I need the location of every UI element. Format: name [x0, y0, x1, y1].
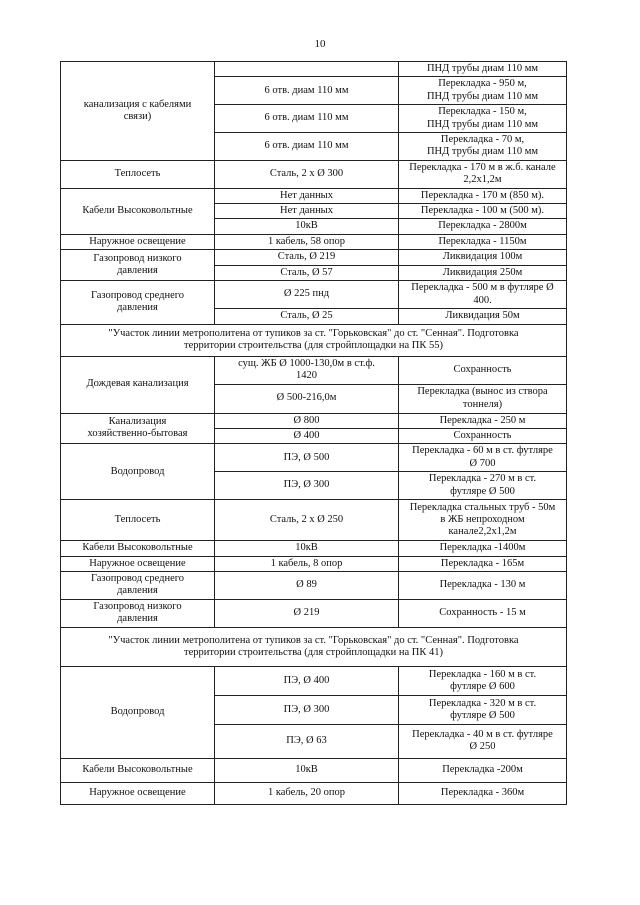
- table-row: [61, 541, 567, 556]
- table-cell: [399, 782, 567, 804]
- cell-text-line: Перекладка - 270 м в ст.: [428, 473, 537, 485]
- cell-text-line: Перекладка - 500 м в футляре Ø: [411, 282, 554, 294]
- cell-text-line: Перекладка - 1150м: [438, 235, 527, 247]
- cell-text-line: Ø 219: [293, 607, 320, 619]
- table-cell: [399, 265, 567, 280]
- table-cell: [399, 428, 567, 443]
- cell-text-line: Водопровод: [110, 465, 165, 477]
- cell-text-line: футляре Ø 500: [450, 485, 515, 497]
- cell-text-line: футляре Ø 600: [450, 680, 515, 692]
- cell-text-line: Перекладка - 40 м в ст. футляре: [412, 729, 553, 741]
- cell-text-line: канале2,2х1,2м: [448, 526, 517, 538]
- table-cell: [399, 444, 567, 472]
- table-cell: [215, 428, 399, 443]
- table-cell: [399, 250, 567, 265]
- table-cell: [399, 541, 567, 556]
- cell-text-line: ПЭ, Ø 500: [283, 451, 330, 463]
- cell-text-line: Сохранность: [453, 363, 512, 375]
- cell-text-line: Перекладка - 320 м в ст.: [428, 697, 537, 709]
- table-cell: [399, 571, 567, 599]
- cell-text-line: 400.: [473, 294, 492, 306]
- table-cell: [215, 384, 399, 413]
- table-cell: [215, 556, 399, 571]
- table-cell: [399, 204, 567, 219]
- cell-text-line: Перекладка - 165м: [440, 557, 525, 569]
- cell-text-line: Перекладка - 170 м в ж.б. канале: [409, 161, 556, 173]
- table-row: [61, 599, 567, 627]
- table-cell: [61, 782, 215, 804]
- table-row: [61, 160, 567, 188]
- cell-text-line: ПНД трубы диам 110 мм: [426, 118, 539, 130]
- cell-text-line: давления: [117, 613, 158, 625]
- table-cell: [215, 599, 399, 627]
- cell-text-line: канализация с кабелями: [83, 98, 192, 110]
- cell-text-line: Сталь, 2 х Ø 250: [269, 513, 344, 525]
- table-cell: [215, 160, 399, 188]
- table-cell: [61, 556, 215, 571]
- table-cell: [61, 666, 215, 758]
- cell-text-line: 6 отв. диам 110 мм: [264, 140, 349, 152]
- page-number: 10: [314, 38, 326, 50]
- cell-text-line: Ликвидация 250м: [442, 266, 523, 278]
- table-row: [61, 62, 567, 77]
- cell-text-line: Ликвидация 100м: [442, 251, 523, 263]
- cell-text-line: 1 кабель, 58 опор: [267, 235, 346, 247]
- cell-text-line: "Участок линии метрополитена от тупиков за ст. "Горьковская" до ст. "Сенная". Подготовка: [108, 327, 519, 339]
- table-cell: [61, 250, 215, 281]
- cell-text-line: Перекладка - 150 м,: [438, 106, 527, 118]
- table-row: [61, 782, 567, 804]
- table-cell: [399, 133, 567, 161]
- table-cell: [215, 219, 399, 234]
- table-cell: [215, 356, 399, 384]
- table-row: [61, 356, 567, 384]
- table-cell: [399, 413, 567, 428]
- table-cell: [215, 782, 399, 804]
- table-cell: [61, 444, 215, 500]
- table-cell: [399, 77, 567, 105]
- table-cell: [399, 758, 567, 782]
- cell-text-line: футляре Ø 500: [450, 709, 515, 721]
- cell-text-line: 6 отв. диам 110 мм: [264, 84, 349, 96]
- cell-text-line: Перекладка (вынос из створа: [417, 386, 548, 398]
- cell-text-line: Теплосеть: [114, 513, 161, 525]
- cell-text-line: Ликвидация 50м: [445, 310, 520, 322]
- table-cell: [399, 695, 567, 724]
- cell-text-line: Нет данных: [279, 189, 333, 201]
- cell-text-line: Ø 89: [296, 579, 317, 591]
- table-cell: [399, 384, 567, 413]
- cell-text-line: Перекладка - 160 м в ст.: [428, 668, 537, 680]
- cell-text-line: 10кВ: [295, 542, 318, 554]
- table-cell: [399, 556, 567, 571]
- cell-text-line: Наружное освещение: [89, 787, 186, 799]
- cell-text-line: тоннеля): [462, 398, 503, 410]
- cell-text-line: давления: [117, 585, 158, 597]
- table-cell: [399, 281, 567, 309]
- cell-text-line: Перекладка - 100 м (500 м).: [420, 205, 545, 217]
- table-cell: [399, 188, 567, 203]
- cell-text-line: Нет данных: [279, 205, 333, 217]
- table-cell: [399, 309, 567, 324]
- table-row: [61, 666, 567, 695]
- table-cell: [215, 204, 399, 219]
- cell-text-line: Сталь, Ø 25: [280, 310, 333, 322]
- table-cell: [61, 356, 215, 413]
- table-cell: [215, 309, 399, 324]
- cell-text-line: Кабели Высоковольтные: [82, 205, 193, 217]
- table-row: [61, 250, 567, 265]
- table-row: [61, 413, 567, 428]
- table-cell: [61, 188, 215, 234]
- cell-text-line: 10кВ: [295, 220, 318, 232]
- table-cell: [215, 62, 399, 77]
- table-cell: [399, 105, 567, 133]
- table-cell: [61, 500, 215, 541]
- table-cell: [61, 571, 215, 599]
- table-cell: [215, 105, 399, 133]
- table-cell: [215, 758, 399, 782]
- table-cell: [399, 62, 567, 77]
- cell-text-line: сущ. ЖБ Ø 1000-130,0м в ст.ф.: [238, 357, 375, 369]
- cell-text-line: Перекладка - 60 м в ст. футляре: [412, 445, 553, 457]
- cell-text-line: Газопровод низкого: [93, 601, 182, 613]
- cell-text-line: Ø 250: [469, 741, 496, 753]
- cell-text-line: ПЭ, Ø 400: [283, 674, 330, 686]
- cell-text-line: Ø 800: [293, 414, 320, 426]
- table-cell: [399, 219, 567, 234]
- table-cell: [215, 281, 399, 309]
- table-cell: [61, 541, 215, 556]
- table-cell: [61, 281, 215, 324]
- cell-text-line: Канализация: [108, 416, 167, 427]
- table-cell: [399, 472, 567, 500]
- table-row: [61, 571, 567, 599]
- cell-text-line: Кабели Высоковольтные: [82, 542, 193, 554]
- table-cell: [61, 62, 215, 161]
- table-cell: [215, 500, 399, 541]
- cell-text-line: Ø 225 пнд: [283, 288, 330, 300]
- table-cell: [399, 724, 567, 758]
- cell-text-line: Перекладка - 130 м: [439, 579, 526, 591]
- table-cell: [215, 724, 399, 758]
- utilities-table: [60, 61, 567, 805]
- cell-text-line: Перекладка - 360м: [440, 787, 525, 799]
- cell-text-line: Ø 700: [469, 457, 496, 469]
- table-row: [61, 188, 567, 203]
- cell-text-line: ПЭ, Ø 63: [286, 735, 327, 747]
- table-cell: [61, 160, 215, 188]
- cell-text-line: "Участок линии метрополитена от тупиков за ст. "Горьковская" до ст. "Сенная". Подготовка: [108, 634, 519, 646]
- table-cell: [61, 413, 215, 444]
- table-row: [61, 500, 567, 541]
- table-cell: [215, 666, 399, 695]
- table-cell: [399, 666, 567, 695]
- cell-text-line: Перекладка - 70 м,: [440, 134, 525, 146]
- table-row: [61, 444, 567, 472]
- table-cell: [215, 188, 399, 203]
- cell-text-line: 1 кабель, 8 опор: [270, 557, 343, 569]
- table-cell: [215, 695, 399, 724]
- table-cell: [61, 234, 215, 249]
- table-cell: [61, 758, 215, 782]
- cell-text-line: Перекладка -1400м: [439, 542, 526, 554]
- table-row: [61, 627, 567, 666]
- cell-text-line: Сохранность - 15 м: [439, 607, 526, 619]
- cell-text-line: Наружное освещение: [89, 235, 186, 247]
- table-cell: [215, 265, 399, 280]
- cell-text-line: 1420: [296, 370, 317, 381]
- cell-text-line: Дождевая канализация: [86, 378, 189, 390]
- table-cell: [215, 472, 399, 500]
- cell-text-line: Перекладка - 2800м: [438, 220, 527, 232]
- table-cell: [399, 356, 567, 384]
- table-row: [61, 281, 567, 309]
- cell-text-line: ПНД трубы диам 110 мм: [426, 90, 539, 102]
- table-cell: [215, 571, 399, 599]
- table-cell: [399, 234, 567, 249]
- cell-text-line: 10кВ: [295, 764, 318, 776]
- table-cell: [215, 77, 399, 105]
- cell-text-line: Перекладка -200м: [442, 764, 523, 776]
- section-header-cell: [61, 324, 567, 356]
- cell-text-line: Перекладка - 250 м: [439, 414, 526, 426]
- table-cell: [399, 500, 567, 541]
- cell-text-line: 1 кабель, 20 опор: [267, 787, 346, 799]
- table-cell: [215, 444, 399, 472]
- cell-text-line: Перекладка стальных труб - 50м: [409, 501, 556, 513]
- cell-text-line: ПЭ, Ø 300: [283, 703, 330, 715]
- table-cell: [399, 160, 567, 188]
- cell-text-line: Газопровод низкого: [93, 252, 182, 264]
- cell-text-line: Водопровод: [110, 706, 165, 718]
- cell-text-line: Теплосеть: [114, 168, 161, 180]
- table-cell: [215, 541, 399, 556]
- cell-text-line: Газопровод среднего: [90, 289, 185, 301]
- cell-text-line: территории строительства (для стройплощадки на ПК 55): [184, 340, 443, 351]
- table-row: [61, 324, 567, 356]
- cell-text-line: Сталь, Ø 57: [280, 266, 333, 278]
- table-cell: [399, 599, 567, 627]
- cell-text-line: давления: [117, 265, 158, 277]
- cell-text-line: Ø 400: [293, 429, 320, 441]
- table-cell: [61, 599, 215, 627]
- cell-text-line: Наружное освещение: [89, 557, 186, 569]
- cell-text-line: хозяйственно-бытовая: [87, 428, 188, 440]
- cell-text-line: 6 отв. диам 110 мм: [264, 112, 349, 124]
- cell-text-line: 2,2х1,2м: [463, 174, 502, 186]
- cell-text-line: Сохранность: [453, 429, 512, 441]
- table-cell: [215, 413, 399, 428]
- section-header-cell: [61, 627, 567, 666]
- table-cell: [215, 133, 399, 161]
- cell-text-line: Ø 500-216,0м: [276, 392, 337, 404]
- cell-text-line: Сталь, Ø 219: [277, 251, 336, 263]
- cell-text-line: ПНД трубы диам 110 мм: [426, 146, 539, 158]
- cell-text-line: в ЖБ непроходном: [440, 513, 525, 525]
- table-row: [61, 234, 567, 249]
- cell-text-line: Перекладка - 950 м,: [438, 78, 527, 90]
- table-row: [61, 758, 567, 782]
- cell-text-line: Кабели Высоковольтные: [82, 764, 193, 776]
- cell-text-line: Газопровод среднего: [90, 573, 185, 585]
- cell-text-line: ПНД трубы диам 110 мм: [426, 63, 539, 74]
- table-cell: [215, 234, 399, 249]
- cell-text-line: ПЭ, Ø 300: [283, 479, 330, 491]
- table-cell: [215, 250, 399, 265]
- cell-text-line: Перекладка - 170 м (850 м).: [420, 189, 545, 201]
- table-row: [61, 556, 567, 571]
- cell-text-line: территории строительства (для стройплощадки на ПК 41): [184, 646, 443, 658]
- cell-text-line: Сталь, 2 х Ø 300: [269, 168, 344, 180]
- cell-text-line: давления: [117, 302, 158, 314]
- cell-text-line: связи): [123, 110, 152, 122]
